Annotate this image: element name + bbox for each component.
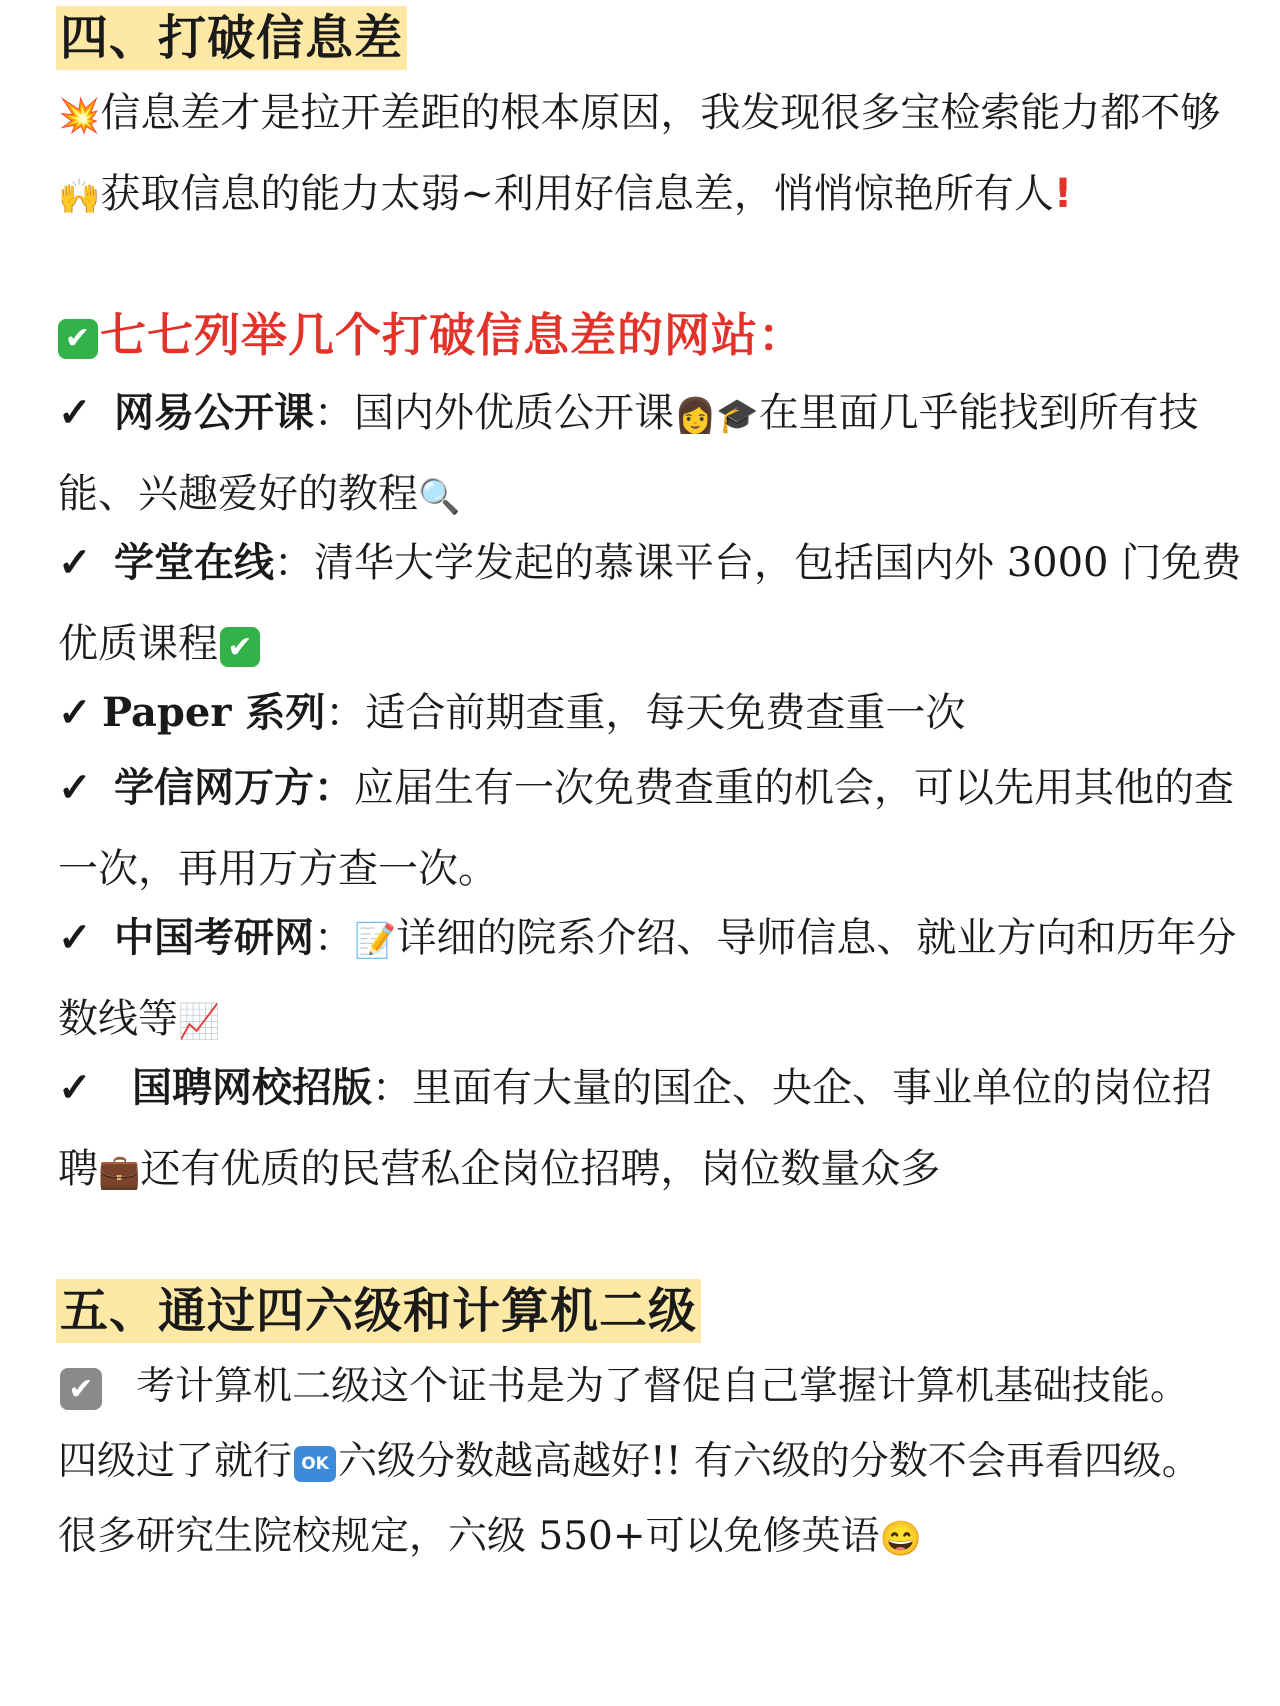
site-term: 学信网万方: [114, 764, 314, 811]
site-item-xuetangx: [58, 522, 1250, 685]
section5-line3: [58, 1496, 1250, 1577]
section5-title: 五、通过四六级和计算机二级: [56, 1279, 701, 1343]
site-item-chsi-wanfang: [58, 747, 1250, 910]
site-sep: ：: [314, 764, 354, 811]
site-sep: ：: [372, 1065, 412, 1111]
check-mark-icon: ✓: [58, 389, 92, 436]
section4-intro: [58, 73, 1240, 235]
site-desc: 适合前期查重，每天免费查重一次: [365, 690, 966, 736]
teacher-icon: 👩: [674, 396, 717, 436]
grinning-face-icon: 😄: [879, 1519, 922, 1559]
check-mark-icon: ✓: [58, 764, 92, 811]
raising-hands-icon: 🙌: [58, 177, 101, 217]
site-desc: 清华大学发起的慕课平台，包括国内外 3000 门免费优质课程: [58, 540, 1242, 667]
section4-title: 四、打破信息差: [56, 6, 407, 70]
exclamation-icon: !: [1053, 171, 1073, 217]
section5-line1-text: 考计算机二级这个证书是为了督促自己掌握计算机基础技能。: [136, 1364, 1190, 1409]
section5-line3-text: 很多研究生院校规定，六级 550+可以免修英语: [58, 1514, 880, 1559]
check-box-grey-icon: ✔: [60, 1368, 102, 1410]
site-item-kaoyan: [58, 897, 1250, 1060]
site-desc: 应届生有一次免费查重的机会，可以先用其他的查一次，再用万方查一次。: [58, 765, 1234, 892]
intro-text-a: 信息差才是拉开差距的根本原因，我发现很多宝检索能力都不够: [100, 90, 1221, 136]
check-mark-icon: ✓: [58, 689, 92, 736]
site-desc-b: 还有优质的民营私企岗位招聘，岗位数量众多: [140, 1146, 941, 1192]
site-sep: ：: [325, 690, 366, 736]
briefcase-icon: 💼: [98, 1152, 141, 1192]
magnifier-icon: 🔍: [418, 477, 461, 517]
site-desc: 详细的院系介绍、导师信息、就业方向和历年分数线等: [58, 915, 1237, 1042]
chart-increasing-icon: 📈: [178, 1002, 221, 1042]
site-sep: ：: [314, 390, 354, 436]
site-sep: ：: [274, 540, 314, 586]
section5-line1: [58, 1346, 1280, 1427]
site-desc-a: 里面有大量的国企、央企、事业单位的岗位招聘: [58, 1065, 1212, 1192]
sites-subheading-text: 七七列举几个打破信息差的网站：: [100, 308, 805, 362]
sites-subheading: [56, 305, 805, 365]
graduation-cap-icon: 🎓: [716, 396, 759, 436]
site-desc-a: 国内外优质公开课: [354, 390, 674, 436]
section5-line2: [58, 1421, 1280, 1502]
collision-icon: 💥: [58, 96, 101, 136]
site-item-iguopin: [58, 1047, 1250, 1210]
site-item-paper: [58, 672, 1250, 754]
check-mark-icon: ✓: [58, 914, 92, 961]
section5-line2-text-a: 四级过了就行: [58, 1439, 293, 1484]
site-term: 网易公开课: [114, 389, 314, 436]
check-box-icon: ✔: [220, 627, 260, 667]
site-desc-b: 在里面几乎能找到所有技能、兴趣爱好的教程: [58, 390, 1199, 517]
site-sep: ：: [314, 915, 354, 961]
site-term: Paper 系列: [102, 689, 326, 736]
site-term: 学堂在线: [114, 539, 274, 586]
ok-icon: OK: [294, 1446, 336, 1482]
section5-line2-text-b: 六级分数越高越好!! 有六级的分数不会再看四级。: [338, 1439, 1201, 1484]
check-mark-icon: ✓: [58, 1064, 92, 1111]
intro-text-b: 获取信息的能力太弱~利用好信息差，悄悄惊艳所有人: [100, 171, 1054, 217]
site-term: 中国考研网: [114, 914, 314, 961]
memo-icon: 📝: [354, 921, 397, 961]
site-item-netease: [58, 372, 1250, 535]
check-mark-icon: ✓: [58, 539, 92, 586]
site-term: 国聘网校招版: [132, 1064, 372, 1111]
check-box-icon: ✔: [58, 319, 98, 359]
